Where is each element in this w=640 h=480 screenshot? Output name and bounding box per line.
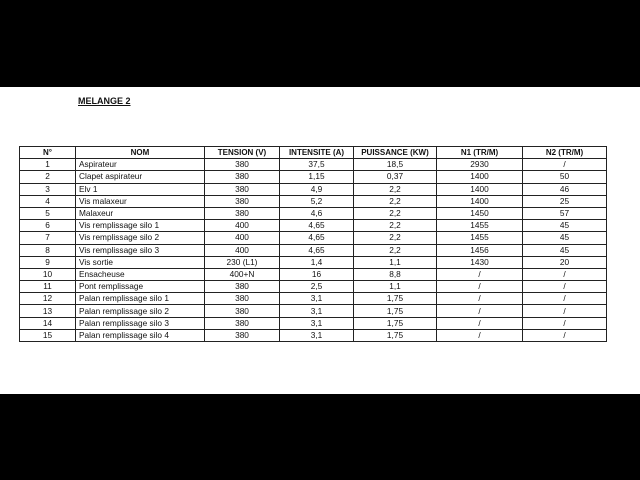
cell-number: 9 <box>20 256 76 268</box>
table-row <box>20 159 607 171</box>
cell-name: Vis remplissage silo 2 <box>76 232 205 244</box>
cell-intensite: 37,5 <box>280 159 354 171</box>
cell-number: 3 <box>20 183 76 195</box>
cell-tension: 380 <box>205 317 280 329</box>
cell-n1: 2930 <box>437 159 523 171</box>
cell-n1: 1455 <box>437 220 523 232</box>
cell-tension: 380 <box>205 329 280 341</box>
header-puissance: PUISSANCE (KW) <box>354 147 437 159</box>
cell-number: 2 <box>20 171 76 183</box>
cell-name: Ensacheuse <box>76 268 205 280</box>
cell-name: Vis remplissage silo 1 <box>76 220 205 232</box>
cell-n1: / <box>437 268 523 280</box>
cell-tension: 230 (L1) <box>205 256 280 268</box>
cell-name: Vis sortie <box>76 256 205 268</box>
header-name: NOM <box>76 147 205 159</box>
cell-puissance: 1,75 <box>354 329 437 341</box>
cell-number: 5 <box>20 207 76 219</box>
cell-n2: / <box>523 281 607 293</box>
cell-tension: 380 <box>205 171 280 183</box>
cell-n2: 45 <box>523 220 607 232</box>
cell-n1: / <box>437 305 523 317</box>
cell-puissance: 1,1 <box>354 281 437 293</box>
table-row <box>20 183 607 195</box>
cell-number: 4 <box>20 195 76 207</box>
cell-intensite: 2,5 <box>280 281 354 293</box>
cell-puissance: 2,2 <box>354 232 437 244</box>
cell-number: 10 <box>20 268 76 280</box>
header-n2: N2 (TR/M) <box>523 147 607 159</box>
header-intensite: INTENSITE (A) <box>280 147 354 159</box>
cell-n2: 46 <box>523 183 607 195</box>
cell-tension: 400 <box>205 244 280 256</box>
cell-tension: 400 <box>205 220 280 232</box>
header-tension: TENSION (V) <box>205 147 280 159</box>
cell-name: Palan remplissage silo 4 <box>76 329 205 341</box>
cell-tension: 380 <box>205 183 280 195</box>
cell-tension: 400 <box>205 232 280 244</box>
cell-tension: 380 <box>205 159 280 171</box>
cell-number: 14 <box>20 317 76 329</box>
header-number: N° <box>20 147 76 159</box>
cell-n2: / <box>523 293 607 305</box>
cell-name: Palan remplissage silo 3 <box>76 317 205 329</box>
cell-name: Palan remplissage silo 1 <box>76 293 205 305</box>
cell-n2: / <box>523 305 607 317</box>
cell-intensite: 3,1 <box>280 329 354 341</box>
cell-n1: 1456 <box>437 244 523 256</box>
cell-number: 15 <box>20 329 76 341</box>
cell-n2: 45 <box>523 244 607 256</box>
cell-intensite: 1,15 <box>280 171 354 183</box>
cell-n1: / <box>437 293 523 305</box>
cell-n1: 1400 <box>437 171 523 183</box>
cell-n1: / <box>437 281 523 293</box>
table-row <box>20 256 607 268</box>
cell-n1: 1455 <box>437 232 523 244</box>
table-row <box>20 244 607 256</box>
cell-number: 11 <box>20 281 76 293</box>
cell-puissance: 1,1 <box>354 256 437 268</box>
cell-puissance: 1,75 <box>354 293 437 305</box>
cell-tension: 380 <box>205 207 280 219</box>
cell-puissance: 8,8 <box>354 268 437 280</box>
cell-n2: / <box>523 317 607 329</box>
table-row <box>20 329 607 341</box>
cell-number: 13 <box>20 305 76 317</box>
cell-n1: / <box>437 317 523 329</box>
cell-intensite: 4,65 <box>280 232 354 244</box>
cell-name: Palan remplissage silo 2 <box>76 305 205 317</box>
cell-puissance: 2,2 <box>354 195 437 207</box>
cell-intensite: 5,2 <box>280 195 354 207</box>
cell-puissance: 2,2 <box>354 183 437 195</box>
cell-puissance: 2,2 <box>354 220 437 232</box>
cell-n1: 1450 <box>437 207 523 219</box>
cell-name: Malaxeur <box>76 207 205 219</box>
table-row <box>20 293 607 305</box>
cell-intensite: 1,4 <box>280 256 354 268</box>
cell-tension: 380 <box>205 195 280 207</box>
table-row <box>20 281 607 293</box>
cell-n2: / <box>523 268 607 280</box>
cell-n2: / <box>523 329 607 341</box>
cell-intensite: 3,1 <box>280 293 354 305</box>
cell-intensite: 3,1 <box>280 305 354 317</box>
cell-name: Elv 1 <box>76 183 205 195</box>
cell-n1: 1400 <box>437 183 523 195</box>
cell-number: 7 <box>20 232 76 244</box>
cell-n2: 57 <box>523 207 607 219</box>
cell-n1: 1400 <box>437 195 523 207</box>
table-row <box>20 305 607 317</box>
cell-intensite: 16 <box>280 268 354 280</box>
cell-number: 12 <box>20 293 76 305</box>
cell-intensite: 4,6 <box>280 207 354 219</box>
cell-number: 8 <box>20 244 76 256</box>
cell-name: Vis remplissage silo 3 <box>76 244 205 256</box>
cell-n1: 1430 <box>437 256 523 268</box>
table-row <box>20 232 607 244</box>
cell-puissance: 1,75 <box>354 317 437 329</box>
cell-name: Clapet aspirateur <box>76 171 205 183</box>
cell-tension: 400+N <box>205 268 280 280</box>
cell-tension: 380 <box>205 281 280 293</box>
cell-puissance: 1,75 <box>354 305 437 317</box>
header-n1: N1 (TR/M) <box>437 147 523 159</box>
cell-n1: / <box>437 329 523 341</box>
cell-intensite: 4,9 <box>280 183 354 195</box>
cell-puissance: 18,5 <box>354 159 437 171</box>
cell-n2: 50 <box>523 171 607 183</box>
document-title: MELANGE 2 <box>78 96 131 106</box>
cell-puissance: 2,2 <box>354 207 437 219</box>
table-row <box>20 171 607 183</box>
cell-tension: 380 <box>205 293 280 305</box>
table-row <box>20 317 607 329</box>
cell-name: Vis malaxeur <box>76 195 205 207</box>
cell-intensite: 4,65 <box>280 244 354 256</box>
table-row <box>20 195 607 207</box>
table-header-row <box>20 147 607 159</box>
cell-n2: 45 <box>523 232 607 244</box>
equipment-table <box>19 146 607 342</box>
cell-tension: 380 <box>205 305 280 317</box>
cell-n2: 25 <box>523 195 607 207</box>
cell-name: Aspirateur <box>76 159 205 171</box>
cell-puissance: 0,37 <box>354 171 437 183</box>
cell-intensite: 3,1 <box>280 317 354 329</box>
cell-number: 6 <box>20 220 76 232</box>
table-row <box>20 220 607 232</box>
table-row <box>20 268 607 280</box>
document-page <box>0 87 640 394</box>
cell-name: Pont remplissage <box>76 281 205 293</box>
table-row <box>20 207 607 219</box>
cell-n2: 20 <box>523 256 607 268</box>
cell-puissance: 2,2 <box>354 244 437 256</box>
cell-intensite: 4,65 <box>280 220 354 232</box>
cell-number: 1 <box>20 159 76 171</box>
cell-n2: / <box>523 159 607 171</box>
